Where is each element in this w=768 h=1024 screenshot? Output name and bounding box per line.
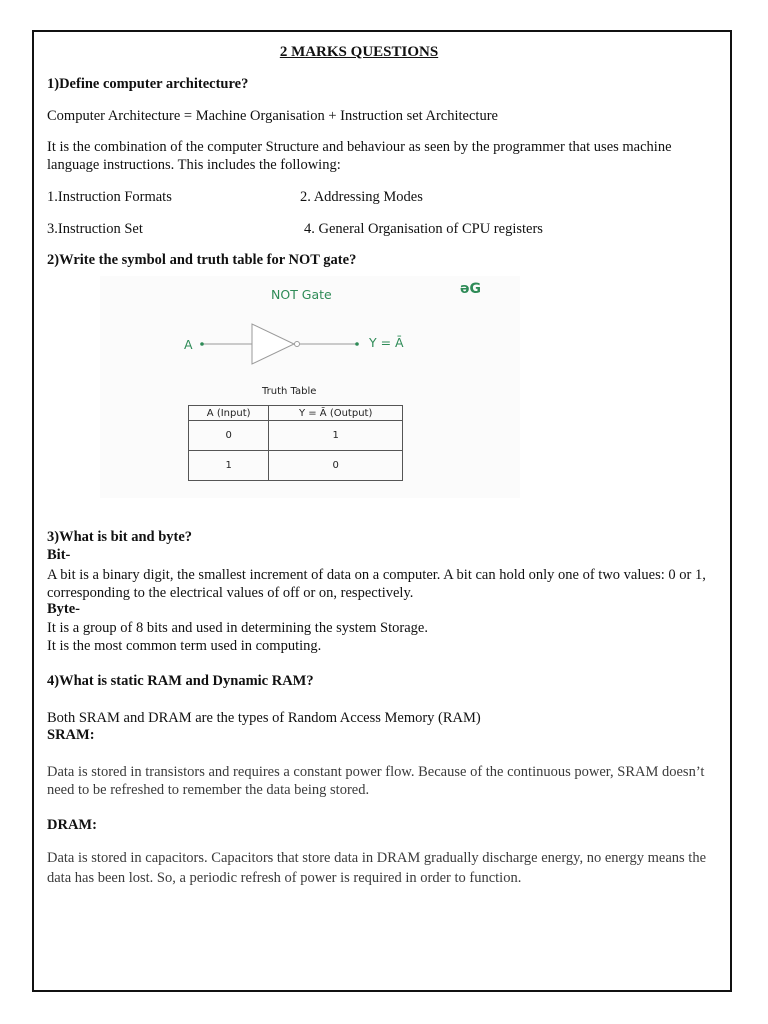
inversion-bubble (295, 342, 300, 347)
dram-heading: DRAM: (47, 817, 97, 833)
table-cell: 1 (189, 451, 269, 481)
page-title: 2 MARKS QUESTIONS (279, 44, 439, 60)
list-item: 3.Instruction Set (47, 221, 143, 237)
byte-line-2: It is the most common term used in computing. (47, 638, 322, 654)
list-item: 4. General Organisation of CPU registers (304, 221, 543, 237)
buffer-triangle (252, 324, 294, 364)
input-label: A (184, 337, 193, 352)
table-row (189, 421, 403, 451)
byte-heading: Byte- (47, 601, 81, 617)
sram-heading: SRAM: (47, 727, 95, 743)
bit-heading: Bit- (47, 547, 71, 563)
sram-definition: Data is stored in transistors and requires a constant power flow. Because of the continuous power, SRAM doesn’t need to be refreshed to remember the data being stored. (47, 764, 705, 798)
column-header: A (Input) (189, 406, 269, 421)
table-row (189, 451, 403, 481)
truth-table (188, 405, 403, 481)
question-2: 2)Write the symbol and truth table for NOT gate? (47, 252, 357, 268)
input-node (200, 342, 204, 346)
architecture-equation: Computer Architecture = Machine Organisation + Instruction set Architecture (47, 108, 498, 124)
list-item: 2. Addressing Modes (300, 189, 423, 205)
list-item: 1.Instruction Formats (47, 189, 172, 205)
question-4: 4)What is static RAM and Dynamic RAM? (47, 673, 314, 689)
truth-table-title: Truth Table (262, 386, 317, 397)
table-cell: 1 (269, 421, 403, 451)
ram-intro: Both SRAM and DRAM are the types of Random Access Memory (RAM) (47, 710, 481, 726)
table-header-row (189, 406, 403, 421)
architecture-paragraph: It is the combination of the computer Structure and behaviour as seen by the programmer that uses machine language instructions. This includes the following: (47, 139, 672, 173)
table-cell: 0 (189, 421, 269, 451)
bit-definition: A bit is a binary digit, the smallest increment of data on a computer. A bit can hold only one of two values: 0 or 1, corresponding to the electrical values of off or on, respectively. (47, 567, 706, 601)
not-gate-symbol (190, 318, 370, 368)
diagram-title: NOT Gate (271, 287, 332, 302)
table-cell: 0 (269, 451, 403, 481)
gfg-logo-icon: əG (460, 281, 481, 297)
byte-line-1: It is a group of 8 bits and used in determining the system Storage. (47, 620, 428, 636)
dram-definition: Data is stored in capacitors. Capacitors that store data in DRAM gradually discharge energy, no energy means the data has been lost. So, a periodic refresh of power is required in order to function. (47, 850, 707, 886)
question-1: 1)Define computer architecture? (47, 76, 249, 92)
column-header: Y = Ā (Output) (269, 406, 403, 421)
output-node (355, 342, 359, 346)
question-3: 3)What is bit and byte? (47, 529, 193, 545)
output-label: Y = Ā (369, 335, 404, 350)
